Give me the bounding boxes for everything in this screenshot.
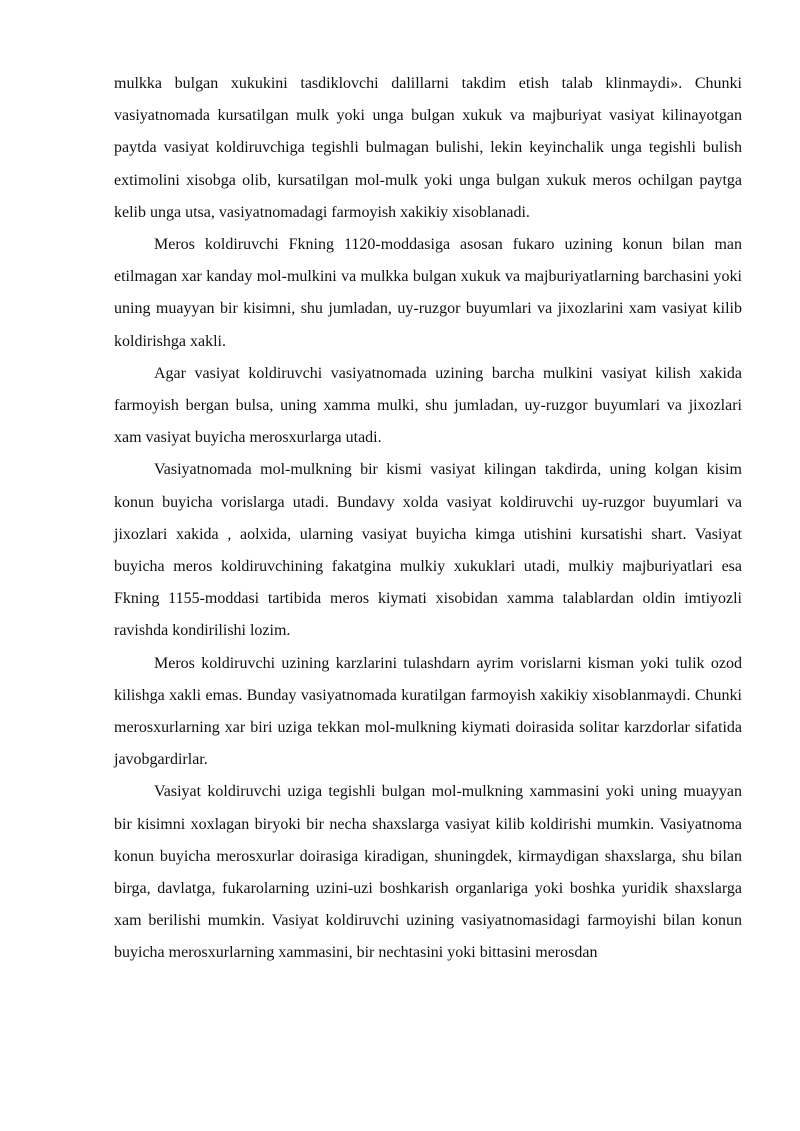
paragraph-3: Agar vasiyat koldiruvchi vasiyatnomada uzining barcha mulkini vasiyat kilish xakida farmoyish bergan bulsa, uning xamma mulki, shu jumladan, uy-ruzgor buyumlari va jixozlari xam vasiyat buyicha merosxurlarga utadi. [114,364,742,447]
document-page [114,68,742,970]
paragraph-4: Vasiyatnomada mol-mulkning bir kismi vasiyat kilingan takdirda, uning kolgan kisim konun buyicha vorislarga utadi. Bundavy xolda vasiyat koldiruvchi uy-ruzgor buyumlari va jixozlari xakida , aolxida, ularning vasiyat buyicha kimga utishini kursatishi shart. Vasiyat buyicha meros koldiruvchining fakatgina mulkiy xukuklari utadi, mulkiy majburiyatlari esa Fkning 1155-moddasi tartibida meros kiymati xisobidan xamma talablardan oldin imtiyozli ravishda kondirilishi lozim. [114,461,742,640]
paragraph-1: mulkka bulgan xukukini tasdiklovchi dalillarni takdim etish talab klinmaydi». Chunki vasiyatnomada kursatilgan mulk yoki unga bulgan xukuk va majburiyat vasiyat kilinayotgan paytda vasiyat koldiruvchiga tegishli bulmagan bulishi, lekin keyinchalik unga tegishli bulish extimolini xisobga olib, kursatilgan mol-mulk yoki unga bulgan xukuk meros ochilgan paytga kelib unga utsa, vasiyatnomadagi farmoyish xakikiy xisoblanadi. [114,75,742,221]
paragraph-5: Meros koldiruvchi uzining karzlarini tulashdarn ayrim vorislarni kisman yoki tulik ozod kilishga xakli emas. Bunday vasiyatnomada kuratilgan farmoyish xakikiy xisoblanmaydi. Chunki merosxurlarning xar biri uziga tekkan mol-mulkning kiymati doirasida solitar karzdorlar sifatida javobgardirlar. [114,654,742,769]
paragraph-2: Meros koldiruvchi Fkning 1120-moddasiga asosan fukaro uzining konun bilan man etilmagan xar kanday mol-mulkini va mulkka bulgan xukuk va majburiyatlarning barchasini yoki uning muayyan bir kisimni, shu jumladan, uy-ruzgor buyumlari va jixozlarini xam vasiyat kilib koldirishga xakli. [114,236,742,350]
paragraph-6: Vasiyat koldiruvchi uziga tegishli bulgan mol-mulkning xammasini yoki uning muayyan bir kisimni xoxlagan biryoki bir necha shaxslarga vasiyat kilib koldirishi mumkin. Vasiyatnoma konun buyicha merosxurlar doirasiga kiradigan, shuningdek, kirmaydigan shaxslarga, shu bilan birga, davlatga, fukarolarning uzini-uzi boshkarish organlariga yoki boshka yuridik shaxslarga xam berilishi mumkin. Vasiyat koldiruvchi uzining vasiyatnomasidagi farmoyishi bilan konun buyicha merosxurlarning xammasini, bir nechtasini yoki bittasini merosdan [114,783,742,962]
